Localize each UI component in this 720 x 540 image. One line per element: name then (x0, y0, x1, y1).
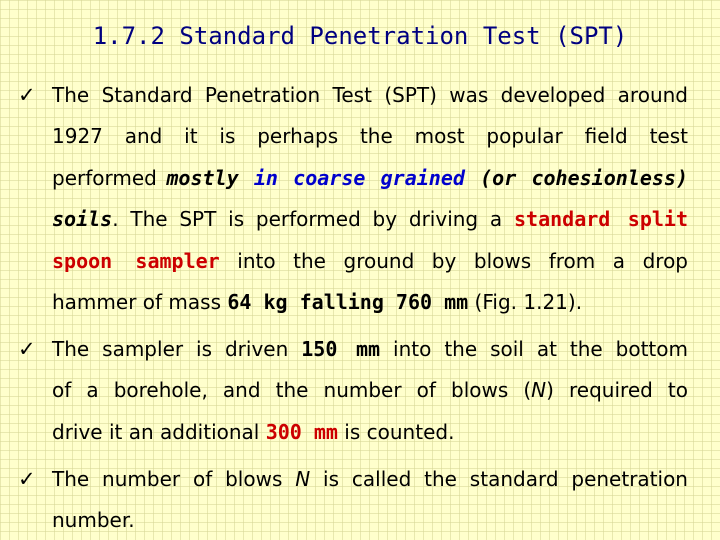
text-span: number. (52, 508, 135, 532)
emphasis-coarse-grained: in coarse grained (253, 166, 465, 190)
emphasis-mass-drop: 64 kg falling 760 mm (227, 290, 469, 314)
text-span: is counted. (337, 420, 455, 444)
paragraph-line (52, 378, 688, 402)
paragraph-line (52, 83, 688, 107)
text-span: performed (52, 166, 167, 190)
emphasis-spoon-sampler: spoon sampler (52, 249, 220, 273)
emphasis-300mm: 300 mm (265, 420, 338, 444)
paragraph-line (52, 420, 688, 444)
text-span: into the soil at the bottom (380, 337, 688, 361)
symbol-n: N (295, 467, 311, 491)
text-span: drive it an additional (52, 420, 266, 444)
text-span: The number of blows (52, 467, 296, 491)
text-span: The sampler is driven (52, 337, 302, 361)
text-span: . The SPT is performed by driving a (112, 207, 514, 231)
checkmark-icon: ✓ (18, 337, 36, 361)
text-span: of a borehole, and the number of blows ( (52, 378, 532, 402)
text-span: hammer of mass (52, 290, 228, 314)
text-span: is called the standard penetration (310, 467, 688, 491)
checkmark-icon: ✓ (18, 83, 36, 107)
paragraph-line (52, 290, 688, 314)
paragraph-line (52, 508, 688, 532)
text-span: 1927 and it is perhaps the most popular field test (52, 124, 688, 148)
text-span: The Standard Penetration Test (SPT) was developed around (52, 83, 688, 107)
paragraph-line (52, 249, 688, 273)
text-span: ) required to (546, 378, 688, 402)
text-span: (Fig. 1.21). (468, 290, 583, 314)
paragraph-line (52, 337, 688, 361)
emphasis-150mm: 150 mm (301, 337, 381, 361)
emphasis-soils: soils (52, 207, 113, 231)
paragraph-line (52, 166, 688, 190)
emphasis-standard-split: standard split (513, 207, 688, 231)
slide-title: 1.7.2 Standard Penetration Test (SPT) (92, 22, 628, 50)
emphasis-mostly: mostly (166, 166, 254, 190)
checkmark-icon: ✓ (18, 467, 36, 491)
text-span: into the ground by blows from a drop (219, 249, 688, 273)
emphasis-cohesionless: (or cohesionless) (464, 166, 688, 190)
paragraph-line (52, 124, 688, 148)
paragraph-line (52, 467, 688, 491)
symbol-n: N (531, 378, 547, 402)
paragraph-line (52, 207, 688, 231)
